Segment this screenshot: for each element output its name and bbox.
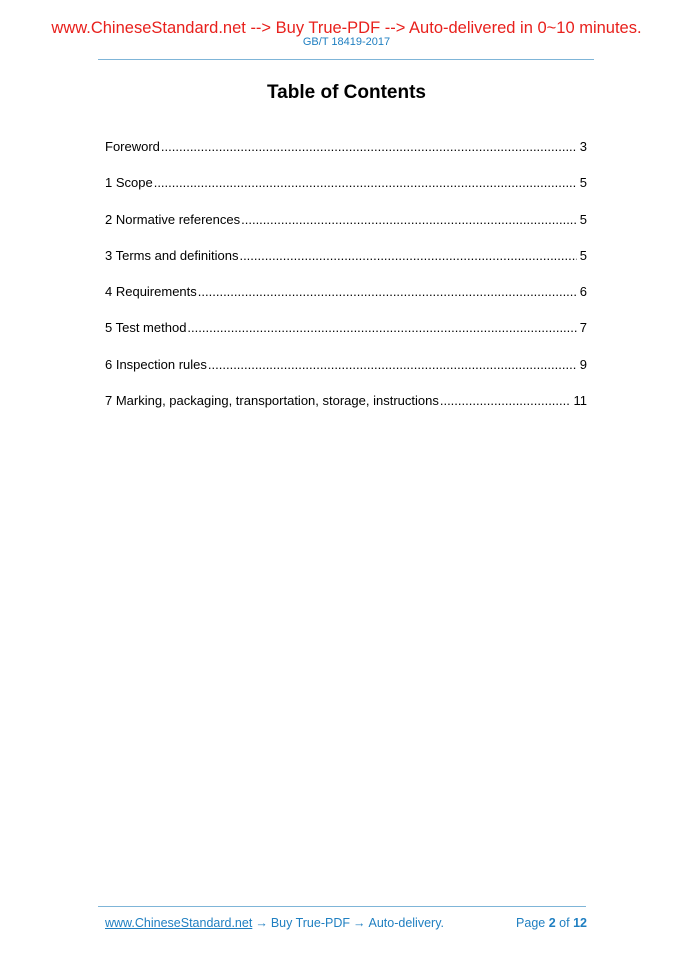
toc-entry-page: 3 xyxy=(579,139,587,154)
toc-entry-label: 1 Scope xyxy=(105,175,153,191)
toc-entry-page: 7 xyxy=(579,320,587,336)
page-footer xyxy=(105,915,587,931)
toc-entry-terms-and-definitions[interactable] xyxy=(105,247,587,283)
toc-entry-label: 4 Requirements xyxy=(105,284,197,300)
footer-delivery-text: Auto-delivery. xyxy=(368,916,444,930)
toc-entry-page: 9 xyxy=(579,356,587,372)
footer-site-link[interactable]: www.ChineseStandard.net xyxy=(105,916,253,930)
toc-list xyxy=(105,138,587,428)
toc-entry-label: Foreword xyxy=(105,139,160,154)
header-banner[interactable]: www.ChineseStandard.net --> Buy True-PDF --> Auto-delivered in 0~10 minutes. xyxy=(51,19,642,37)
arrow-right-icon: → xyxy=(353,916,366,930)
footer-buy-text: Buy True-PDF xyxy=(270,916,350,930)
page-indicator xyxy=(516,915,587,931)
toc-entry-test-method[interactable] xyxy=(105,319,587,355)
toc-dot-leader xyxy=(440,392,571,410)
toc-entry-page: 5 xyxy=(579,211,587,227)
toc-entry-label: 2 Normative references xyxy=(105,211,241,227)
page-of: of xyxy=(559,916,570,930)
toc-dot-leader xyxy=(154,174,577,192)
toc-entry-foreword[interactable] xyxy=(105,138,587,174)
footer-links xyxy=(105,915,444,931)
toc-entry-requirements[interactable] xyxy=(105,283,587,319)
toc-entry-inspection-rules[interactable] xyxy=(105,356,587,392)
toc-entry-page: 11 xyxy=(573,393,587,409)
page-total: 12 xyxy=(573,916,587,930)
toc-entry-normative-references[interactable] xyxy=(105,211,587,247)
toc-dot-leader xyxy=(239,247,576,265)
toc-dot-leader xyxy=(187,319,576,337)
toc-entry-page: 5 xyxy=(579,247,587,263)
toc-title: Table of Contents xyxy=(266,82,427,103)
toc-entry-scope[interactable] xyxy=(105,174,587,210)
toc-dot-leader xyxy=(241,211,577,229)
toc-entry-label: 7 Marking, packaging, transportation, storage, instructions xyxy=(105,393,439,409)
toc-dot-leader xyxy=(208,356,577,374)
toc-entry-page: 5 xyxy=(579,175,587,191)
footer-divider xyxy=(98,906,586,907)
toc-entry-label: 5 Test method xyxy=(105,320,187,336)
standard-code: GB/T 18419-2017 xyxy=(302,36,391,48)
page-word: Page xyxy=(516,916,546,930)
arrow-right-icon: → xyxy=(255,916,268,930)
toc-entry-marking-packaging[interactable] xyxy=(105,392,587,428)
toc-entry-label: 6 Inspection rules xyxy=(105,356,207,372)
toc-dot-leader xyxy=(198,283,577,301)
toc-entry-label: 3 Terms and definitions xyxy=(105,247,239,263)
header-divider xyxy=(98,59,594,60)
toc-entry-page: 6 xyxy=(579,284,587,300)
toc-dot-leader xyxy=(161,138,577,156)
page-current: 2 xyxy=(548,916,556,930)
